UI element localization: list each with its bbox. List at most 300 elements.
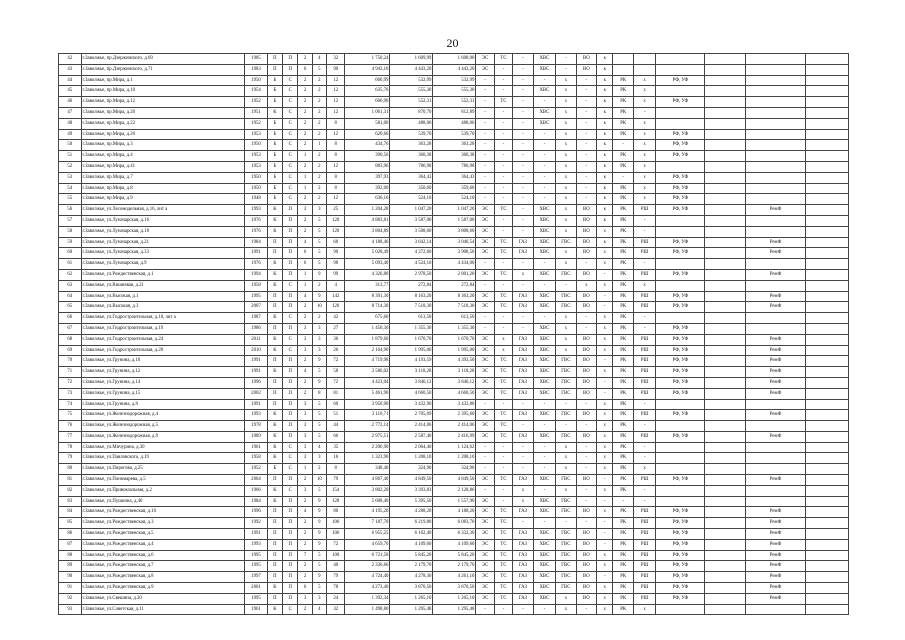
- table-cell: к: [597, 140, 613, 151]
- table-row: [59, 183, 849, 194]
- table-cell: [656, 442, 705, 453]
- table-cell: 27: [327, 323, 345, 334]
- table-cell: -: [494, 151, 512, 162]
- table-cell: К: [267, 226, 282, 237]
- table-cell: г.Заволжье, ул.Луначарская, д.21: [81, 237, 245, 248]
- table-cell: 4 195,20: [345, 507, 390, 518]
- table-cell: ВО: [576, 475, 596, 486]
- table-cell: к: [597, 215, 613, 226]
- table-cell: [805, 86, 848, 97]
- table-cell: 3: [298, 421, 312, 432]
- table-row: [59, 593, 849, 604]
- table-cell: 1 879,60: [345, 334, 390, 345]
- table-cell: [746, 86, 805, 97]
- table-cell: х: [556, 248, 576, 259]
- table-cell: П: [267, 54, 282, 65]
- table-cell: [705, 97, 746, 108]
- table-cell: П: [267, 572, 282, 583]
- table-cell: П: [267, 237, 282, 248]
- table-cell: х: [633, 194, 656, 205]
- table-cell: РК: [613, 313, 633, 324]
- table-cell: ЭС: [476, 64, 494, 75]
- table-cell: 8: [327, 183, 345, 194]
- table-row: [59, 237, 849, 248]
- table-cell: 2 064,40: [390, 442, 433, 453]
- table-cell: х: [494, 345, 512, 356]
- table-cell: [705, 313, 746, 324]
- table-cell: ЭС: [476, 421, 494, 432]
- table-cell: г.Заволжье, пр.Мира, д.22: [81, 118, 245, 129]
- table-cell: 1950: [245, 183, 268, 194]
- table-cell: П: [267, 561, 282, 572]
- table-cell: ВО: [576, 593, 596, 604]
- table-cell: РФ, УФ: [656, 518, 705, 529]
- table-cell: 92: [59, 593, 82, 604]
- table-cell: 2: [298, 226, 312, 237]
- table-cell: П: [283, 64, 298, 75]
- table-cell: 6 955,25: [345, 529, 390, 540]
- table-cell: -: [576, 86, 596, 97]
- table-cell: -: [476, 75, 494, 86]
- table-cell: 272,84: [390, 280, 433, 291]
- table-cell: РФ, УФ: [656, 302, 705, 313]
- table-cell: [805, 518, 848, 529]
- table-cell: -: [476, 453, 494, 464]
- table-cell: 1: [312, 140, 326, 151]
- table-cell: [805, 410, 848, 421]
- table-cell: х: [633, 464, 656, 475]
- table-cell: ТС: [494, 421, 512, 432]
- table-cell: 4: [298, 291, 312, 302]
- table-cell: 4 393,50: [433, 356, 476, 367]
- table-cell: [746, 129, 805, 140]
- table-cell: -: [513, 453, 533, 464]
- table-cell: х: [513, 269, 533, 280]
- table-cell: РемФ: [746, 475, 805, 486]
- table-cell: 360,38: [433, 151, 476, 162]
- table-cell: -: [476, 86, 494, 97]
- table-cell: [805, 388, 848, 399]
- table-cell: 142: [327, 291, 345, 302]
- table-cell: х: [556, 205, 576, 216]
- table-cell: -: [476, 194, 494, 205]
- table-cell: 79: [327, 475, 345, 486]
- table-cell: 272,84: [433, 280, 476, 291]
- table-cell: [805, 485, 848, 496]
- table-cell: ТС: [494, 388, 512, 399]
- table-cell: РемФ: [746, 367, 805, 378]
- table-cell: -: [494, 118, 512, 129]
- table-cell: -: [513, 205, 533, 216]
- table-cell: РемФ: [746, 539, 805, 550]
- table-cell: х: [633, 129, 656, 140]
- table-cell: [746, 54, 805, 65]
- table-cell: 3: [298, 453, 312, 464]
- table-cell: ГАЗ: [513, 593, 533, 604]
- table-cell: -: [494, 86, 512, 97]
- table-cell: РШ: [633, 572, 656, 583]
- table-cell: х: [556, 259, 576, 270]
- table-cell: ТС: [494, 377, 512, 388]
- table-cell: П: [283, 388, 298, 399]
- table-cell: г.Заволжье, ул.Рождественская, д.7: [81, 561, 245, 572]
- table-cell: 4 660,50: [390, 388, 433, 399]
- table-cell: к: [597, 64, 613, 75]
- table-cell: 1953: [245, 129, 268, 140]
- table-row: [59, 464, 849, 475]
- table-cell: 3: [312, 334, 326, 345]
- table-cell: П: [283, 399, 298, 410]
- table-cell: х: [556, 129, 576, 140]
- table-cell: 392,00: [345, 183, 390, 194]
- table-cell: С: [283, 129, 298, 140]
- table-cell: 2: [298, 604, 312, 615]
- table-cell: [805, 172, 848, 183]
- table-cell: 2 336,66: [345, 561, 390, 572]
- table-cell: 77: [59, 431, 82, 442]
- table-cell: ГАЗ: [513, 345, 533, 356]
- table-cell: 45: [59, 86, 82, 97]
- table-cell: -: [533, 97, 556, 108]
- table-cell: [705, 583, 746, 594]
- table-cell: РемФ: [746, 388, 805, 399]
- table-cell: [805, 205, 848, 216]
- table-cell: х: [633, 140, 656, 151]
- table-cell: 539,70: [433, 129, 476, 140]
- table-cell: ГАЗ: [513, 291, 533, 302]
- table-cell: [805, 367, 848, 378]
- table-cell: С: [283, 86, 298, 97]
- table-cell: -: [476, 313, 494, 324]
- table-cell: 3 808,60: [433, 226, 476, 237]
- table-cell: [805, 194, 848, 205]
- table-cell: ВО: [576, 237, 596, 248]
- table-cell: 40: [327, 561, 345, 572]
- table-row: [59, 496, 849, 507]
- table-cell: РШ: [633, 334, 656, 345]
- table-cell: 2: [298, 529, 312, 540]
- table-cell: 87: [59, 539, 82, 550]
- table-cell: -: [533, 453, 556, 464]
- table-cell: ГАЗ: [513, 550, 533, 561]
- table-cell: х: [556, 453, 576, 464]
- table-cell: х: [556, 323, 576, 334]
- table-cell: -: [613, 140, 633, 151]
- table-cell: -: [633, 226, 656, 237]
- table-cell: 5: [312, 248, 326, 259]
- table-cell: 1 498,80: [345, 604, 390, 615]
- table-cell: Б: [267, 161, 282, 172]
- table-cell: 46: [59, 97, 82, 108]
- table-cell: г.Заволжье, ул.Рождественская, д.4: [81, 539, 245, 550]
- table-cell: РК: [613, 129, 633, 140]
- table-cell: ЭС: [476, 345, 494, 356]
- table-cell: ХВС: [533, 356, 556, 367]
- table-cell: г.Заволжье, ул.Гидростроительная, д.28: [81, 345, 245, 356]
- table-cell: 1 750,24: [345, 54, 390, 65]
- table-cell: РК: [613, 107, 633, 118]
- table-cell: [633, 54, 656, 65]
- table-cell: 8: [327, 172, 345, 183]
- table-cell: 6: [298, 248, 312, 259]
- table-cell: ТС: [494, 561, 512, 572]
- table-cell: К: [267, 421, 282, 432]
- table-cell: 9: [312, 539, 326, 550]
- table-cell: ЭС: [476, 248, 494, 259]
- table-cell: 81: [59, 475, 82, 486]
- table-row: [59, 129, 849, 140]
- table-cell: С: [283, 464, 298, 475]
- table-row: [59, 539, 849, 550]
- table-cell: 24: [327, 593, 345, 604]
- table-cell: [656, 107, 705, 118]
- table-cell: -: [597, 388, 613, 399]
- table-cell: -: [494, 226, 512, 237]
- table-cell: 620,66: [345, 129, 390, 140]
- table-cell: -: [494, 183, 512, 194]
- table-cell: 5 395,50: [390, 496, 433, 507]
- table-cell: 488,06: [433, 118, 476, 129]
- table-cell: г.Заволжье, пр.Дзержинского, д.69: [81, 54, 245, 65]
- table-cell: ГАЗ: [513, 583, 533, 594]
- table-cell: 1954: [245, 86, 268, 97]
- table-cell: РК: [613, 388, 633, 399]
- table-cell: 2: [298, 161, 312, 172]
- table-cell: 5: [312, 583, 326, 594]
- table-cell: -: [494, 259, 512, 270]
- table-cell: РК: [613, 367, 633, 378]
- table-cell: 1991: [245, 248, 268, 259]
- table-cell: 4 659,70: [345, 539, 390, 550]
- table-cell: ГВС: [556, 475, 576, 486]
- table-cell: х: [556, 172, 576, 183]
- table-cell: г.Заволжье, пр.Дзержинского, д.71: [81, 64, 245, 75]
- table-cell: 1 355,30: [433, 323, 476, 334]
- table-cell: Б: [267, 75, 282, 86]
- table-cell: 532,99: [433, 75, 476, 86]
- table-cell: ЭС: [476, 237, 494, 248]
- table-cell: х: [556, 215, 576, 226]
- table-cell: -: [597, 356, 613, 367]
- table-cell: [656, 421, 705, 432]
- table-cell: 4 719,98: [345, 356, 390, 367]
- table-cell: РФ, УФ: [656, 140, 705, 151]
- table-cell: [705, 205, 746, 216]
- table-cell: 1995: [245, 561, 268, 572]
- table-cell: 2 179,70: [433, 561, 476, 572]
- table-cell: 3: [312, 323, 326, 334]
- table-cell: [705, 248, 746, 259]
- table-cell: [805, 399, 848, 410]
- table-cell: ЭС: [476, 593, 494, 604]
- table-cell: г.Заволжье, ул.Гидростроительная, д.24: [81, 334, 245, 345]
- table-cell: -: [513, 107, 533, 118]
- table-cell: РК: [613, 86, 633, 97]
- table-cell: РФ, УФ: [656, 237, 705, 248]
- table-cell: х: [597, 604, 613, 615]
- table-cell: -: [513, 194, 533, 205]
- table-cell: 5: [312, 561, 326, 572]
- table-cell: ГАЗ: [513, 475, 533, 486]
- table-cell: П: [283, 421, 298, 432]
- table-cell: [805, 97, 848, 108]
- table-cell: х: [556, 604, 576, 615]
- table-cell: 4 193,59: [390, 356, 433, 367]
- table-cell: 4 443,20: [390, 64, 433, 75]
- table-cell: 63: [59, 280, 82, 291]
- table-cell: -: [556, 421, 576, 432]
- table-cell: [705, 518, 746, 529]
- table-cell: г.Заволжье, пр.Мира, д.8: [81, 183, 245, 194]
- table-cell: ЭС: [476, 356, 494, 367]
- table-cell: [656, 118, 705, 129]
- table-cell: х: [556, 107, 576, 118]
- table-cell: х: [597, 248, 613, 259]
- table-cell: -: [576, 453, 596, 464]
- table-cell: -: [633, 485, 656, 496]
- table-cell: к: [597, 172, 613, 183]
- table-cell: ХВС: [533, 64, 556, 75]
- table-cell: С: [283, 118, 298, 129]
- table-cell: [705, 496, 746, 507]
- table-cell: х: [633, 161, 656, 172]
- table-cell: 35: [327, 442, 345, 453]
- table-cell: 6 162,40: [390, 529, 433, 540]
- table-cell: Б: [267, 129, 282, 140]
- table-cell: 66: [327, 431, 345, 442]
- table-cell: РФ, УФ: [656, 572, 705, 583]
- table-cell: 324,90: [433, 464, 476, 475]
- table-cell: ТС: [494, 475, 512, 486]
- table-cell: [705, 507, 746, 518]
- table-cell: -: [533, 151, 556, 162]
- table-cell: 86: [59, 529, 82, 540]
- table-cell: -: [633, 107, 656, 118]
- table-cell: 8 163,20: [390, 291, 433, 302]
- table-cell: х: [597, 226, 613, 237]
- table-cell: ТС: [494, 367, 512, 378]
- table-cell: г.Заволжье, пр.Мира, д.4: [81, 151, 245, 162]
- table-cell: 69: [59, 345, 82, 356]
- table-cell: -: [533, 442, 556, 453]
- table-cell: [805, 572, 848, 583]
- table-cell: 3: [298, 323, 312, 334]
- table-cell: -: [494, 604, 512, 615]
- table-cell: РК: [613, 248, 633, 259]
- table-cell: 434,76: [345, 140, 390, 151]
- table-cell: 3: [298, 593, 312, 604]
- table-cell: 2: [298, 140, 312, 151]
- table-cell: РФ, УФ: [656, 367, 705, 378]
- table-cell: г.Заволжье, ул.Высокая, д.1: [81, 291, 245, 302]
- table-cell: 1976: [245, 226, 268, 237]
- table-cell: П: [283, 215, 298, 226]
- table-cell: [805, 421, 848, 432]
- table-body: [59, 54, 849, 615]
- table-cell: 348,40: [345, 464, 390, 475]
- table-row: [59, 172, 849, 183]
- table-cell: С: [283, 75, 298, 86]
- table-cell: -: [494, 313, 512, 324]
- table-cell: 3 393,83: [390, 485, 433, 496]
- table-cell: 8: [312, 388, 326, 399]
- table-cell: [705, 334, 746, 345]
- table-cell: [746, 399, 805, 410]
- table-cell: [805, 54, 848, 65]
- table-cell: ЭС: [476, 388, 494, 399]
- table-cell: 1991: [245, 529, 268, 540]
- table-cell: П: [283, 226, 298, 237]
- table-cell: -: [633, 323, 656, 334]
- table-cell: 3: [298, 442, 312, 453]
- table-cell: 313,77: [345, 280, 390, 291]
- table-cell: -: [476, 129, 494, 140]
- table-cell: 1976: [245, 215, 268, 226]
- table-cell: -: [513, 151, 533, 162]
- table-cell: 3 432,90: [390, 399, 433, 410]
- table-cell: 3 586,02: [345, 367, 390, 378]
- table-cell: 66: [59, 313, 82, 324]
- table-cell: С: [283, 151, 298, 162]
- table-cell: К: [267, 313, 282, 324]
- table-cell: ГАЗ: [513, 410, 533, 421]
- table-cell: ГВС: [556, 496, 576, 507]
- table-cell: 1: [298, 269, 312, 280]
- table-cell: [656, 399, 705, 410]
- table-cell: -: [494, 464, 512, 475]
- table-cell: -: [513, 421, 533, 432]
- table-cell: РШ: [633, 539, 656, 550]
- table-cell: 488,06: [390, 118, 433, 129]
- table-cell: -: [513, 183, 533, 194]
- table-cell: [805, 334, 848, 345]
- table-cell: 1950: [245, 140, 268, 151]
- table-cell: х: [633, 86, 656, 97]
- table-cell: -: [533, 183, 556, 194]
- table-cell: -: [533, 604, 556, 615]
- table-cell: РК: [613, 583, 633, 594]
- table-cell: [705, 226, 746, 237]
- table-cell: х: [597, 485, 613, 496]
- table-cell: [805, 550, 848, 561]
- table-cell: ГАЗ: [513, 334, 533, 345]
- table-cell: 51: [327, 410, 345, 421]
- table-cell: г.Заволжье, пр.Мира, д.3: [81, 140, 245, 151]
- table-row: [59, 561, 849, 572]
- table-cell: ВО: [576, 54, 596, 65]
- table-cell: х: [597, 583, 613, 594]
- table-cell: 1993: [245, 205, 268, 216]
- table-cell: ГВС: [556, 507, 576, 518]
- table-cell: 1986: [245, 323, 268, 334]
- table-cell: П: [283, 377, 298, 388]
- table-cell: х: [597, 259, 613, 270]
- table-cell: -: [513, 118, 533, 129]
- table-cell: -: [597, 475, 613, 486]
- table-cell: -: [576, 75, 596, 86]
- table-cell: -: [576, 140, 596, 151]
- table-cell: к: [597, 118, 613, 129]
- table-cell: 786,98: [433, 161, 476, 172]
- table-cell: 128: [327, 496, 345, 507]
- table-cell: г.Заволжье, ул.Рождественская, д.1: [81, 269, 245, 280]
- table-cell: 2004: [245, 475, 268, 486]
- table-cell: -: [513, 259, 533, 270]
- table-cell: 1978: [245, 421, 268, 432]
- table-cell: х: [597, 561, 613, 572]
- table-cell: К: [267, 334, 282, 345]
- table-cell: ГВС: [556, 377, 576, 388]
